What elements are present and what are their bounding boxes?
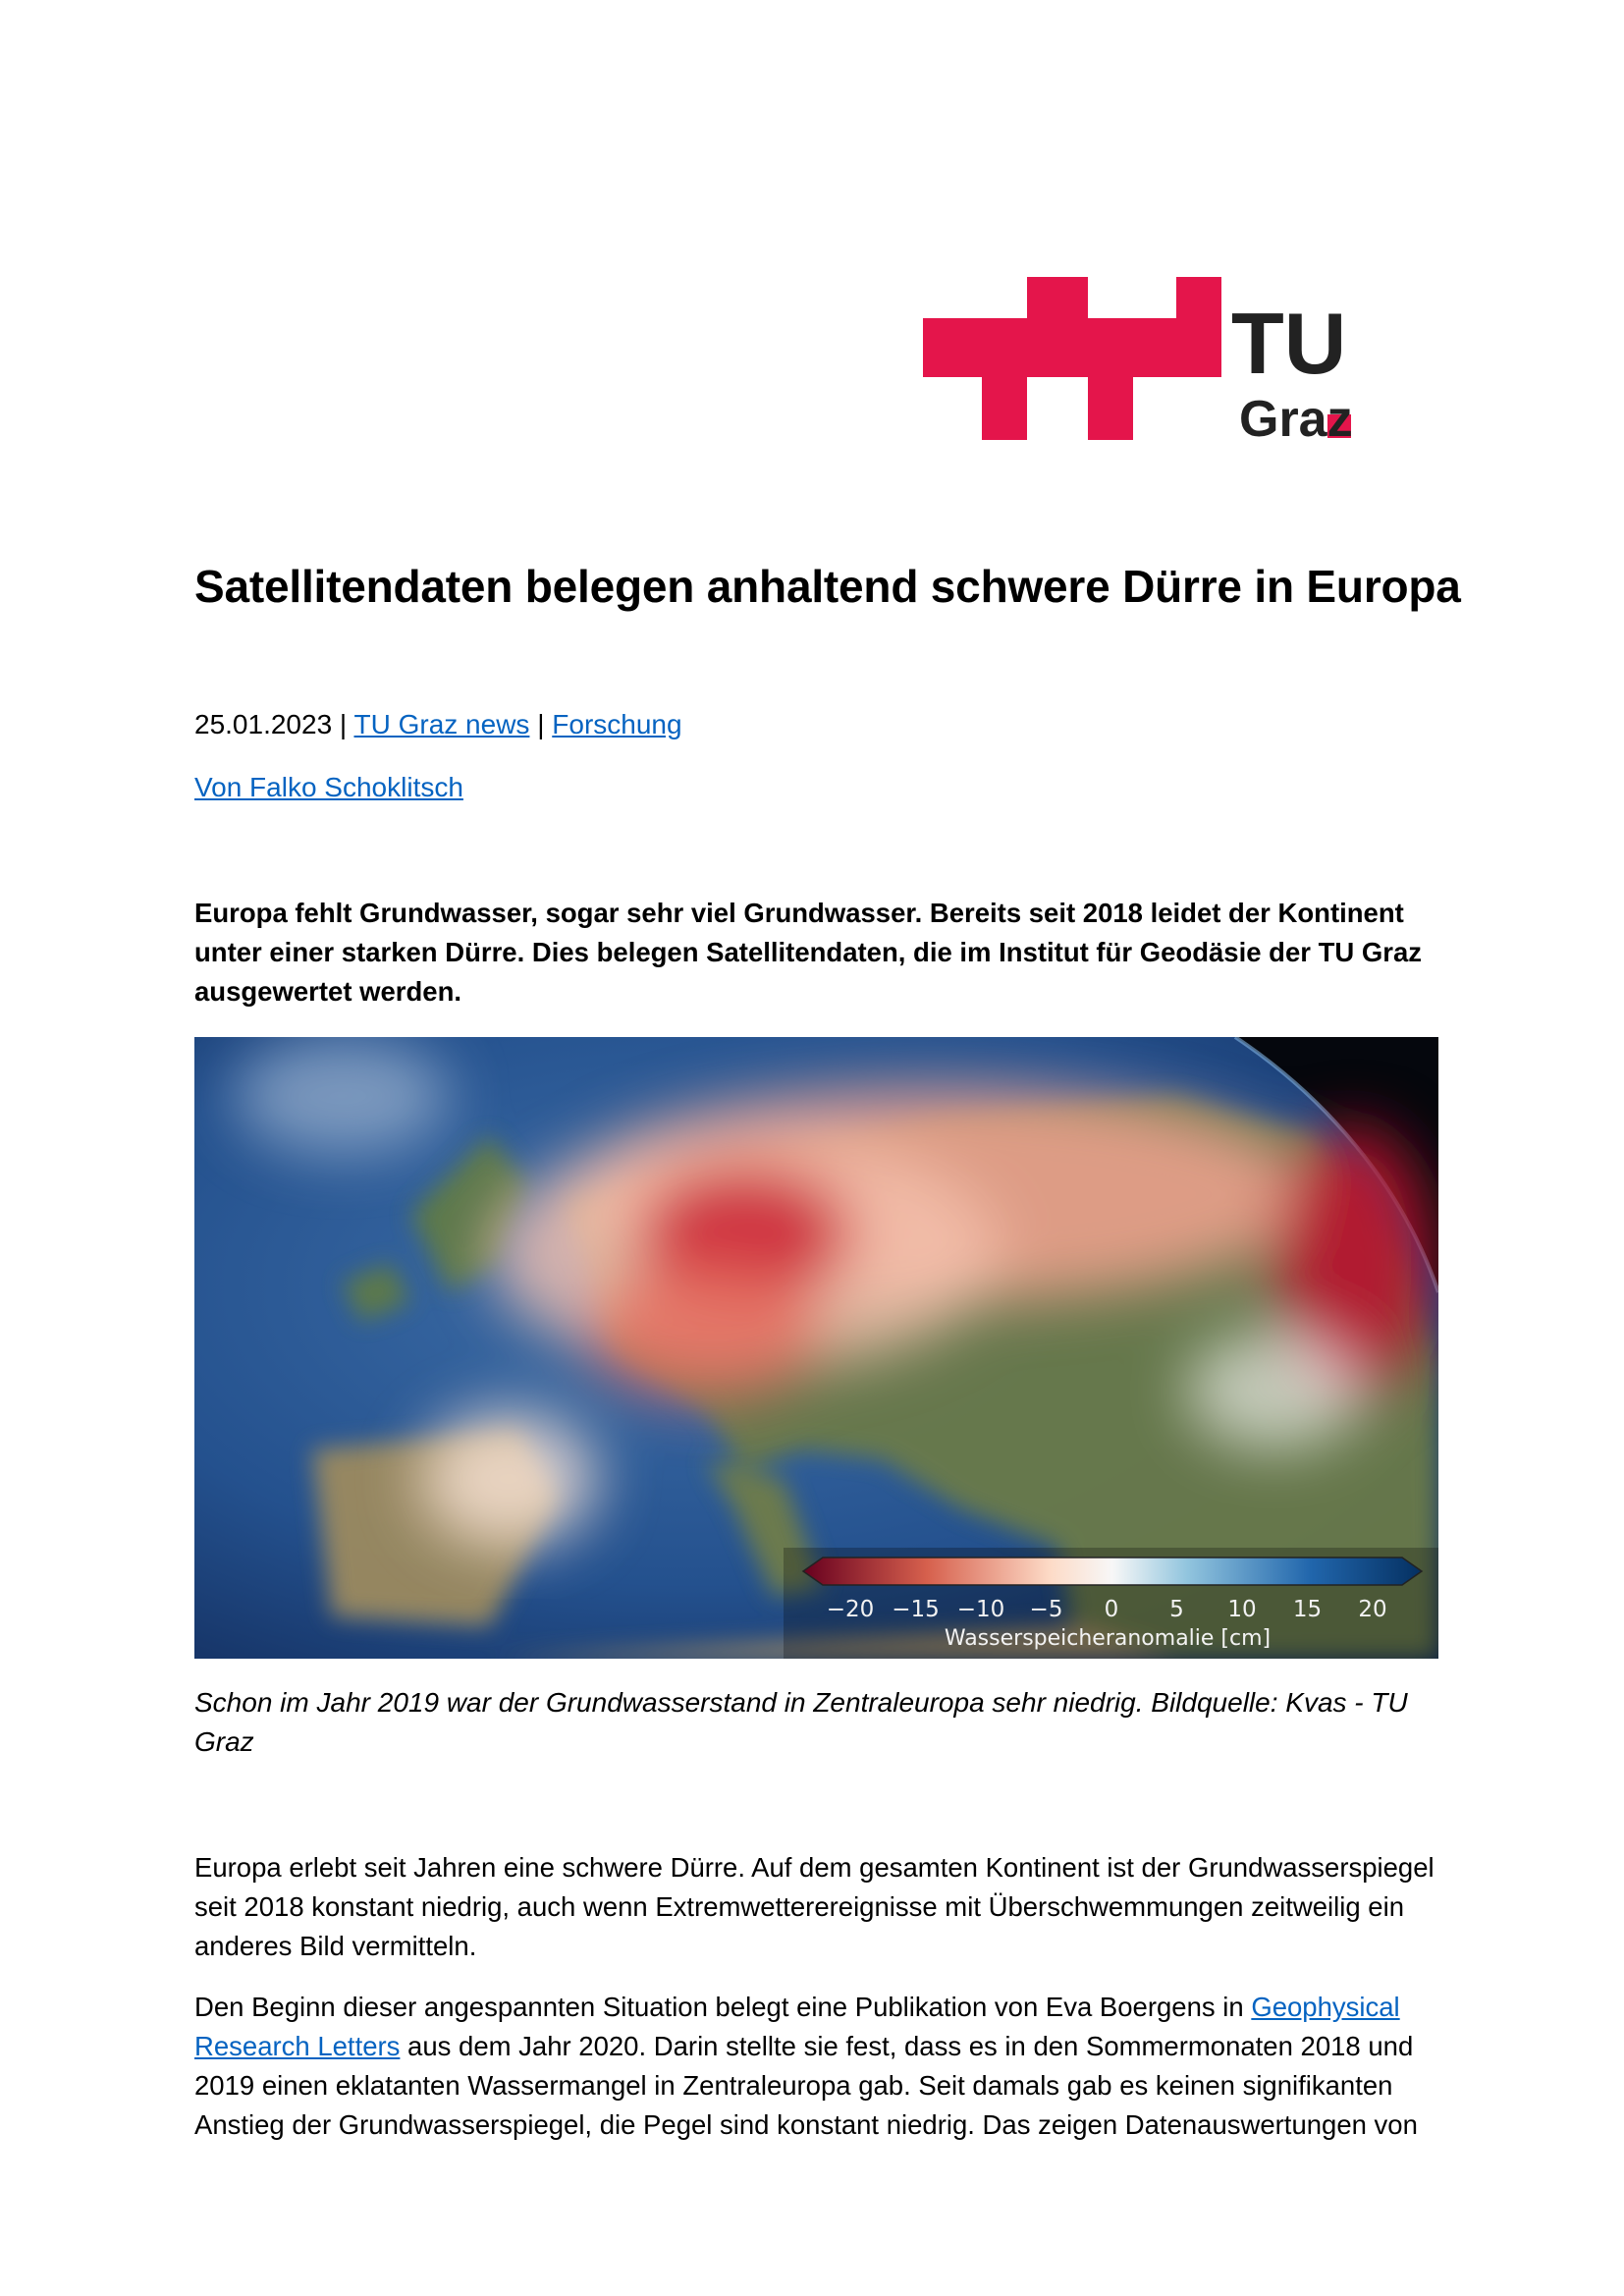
figure-caption: Schon im Jahr 2019 war der Grundwasserstand in Zentraleuropa sehr niedrig. Bildquelle: Kvas - TU Graz (194, 1687, 1408, 1757)
body-paragraph-2 (194, 1988, 1441, 2145)
meta-separator: | (339, 709, 348, 739)
colorbar (803, 1558, 1422, 1585)
colorbar-tick-label: −15 (892, 1597, 940, 1622)
colorbar-tick-label: 0 (1104, 1597, 1119, 1622)
colorbar-tick-label: 10 (1227, 1597, 1257, 1622)
colorbar-tick-label: 20 (1358, 1597, 1387, 1622)
logo-graz-text: Graz (1239, 391, 1353, 442)
article-title: Satellitendaten belegen anhaltend schwere Dürre in Europa (194, 561, 1461, 612)
colorbar-tick-label: −10 (956, 1597, 1005, 1622)
meta-separator: | (537, 709, 545, 739)
body-paragraph-1: Europa erlebt seit Jahren eine schwere Dürre. Auf dem gesamten Kontinent ist der Grundwasserspiegel seit 2018 konstant niedrig, auch wenn Extremwetterereignisse mit Überschwemmungen zeitweilig ein anderes Bild vermitteln. (194, 1852, 1435, 1961)
colorbar-tick-label: 5 (1169, 1597, 1184, 1622)
lead-paragraph: Europa fehlt Grundwasser, sogar sehr viel Grundwasser. Bereits seit 2018 leidet der Kontinent unter einer starken Dürre. Dies belegen Satellitendaten, die im Institut für Geodäsie der TU Graz ausgewertet werden. (194, 898, 1423, 1007)
paragraph2-text-before: Den Beginn dieser angespannten Situation belegt eine Publikation von Eva Boergens in (194, 1992, 1252, 2022)
tu-graz-logo (923, 277, 1355, 442)
colorbar-tick-label: −20 (826, 1597, 875, 1622)
article-date: 25.01.2023 (194, 709, 333, 739)
paragraph2-text-after: aus dem Jahr 2020. Darin stellte sie fest, dass es in den Sommermonaten 2018 und 2019 einen eklatanten Wassermangel in Zentraleuropa gab. Seit damals gab es keinen signifikanten Anstieg der Grundwasserspiegel, die Pegel sind konstant niedrig. Das zeigen Datenauswertungen von (194, 2031, 1418, 2140)
colorbar-ticks (827, 1597, 1387, 1622)
colorbar-tick-label: −5 (1029, 1597, 1063, 1622)
article-meta (194, 709, 682, 740)
satellite-drought-map (194, 1037, 1438, 1659)
author-byline (194, 772, 463, 803)
colorbar-label: Wasserspeicheranomalie [cm] (944, 1626, 1272, 1651)
category-link-forschung[interactable]: Forschung (552, 709, 682, 739)
geophysical-research-letters-link[interactable]: Geophysical Research Letters (194, 1992, 1400, 2061)
author-link[interactable]: Von Falko Schoklitsch (194, 772, 463, 802)
colorbar-tick-label: 15 (1292, 1597, 1323, 1622)
category-link-tu-graz-news[interactable]: TU Graz news (353, 709, 530, 739)
logo-tu-text: TU (1231, 295, 1347, 392)
